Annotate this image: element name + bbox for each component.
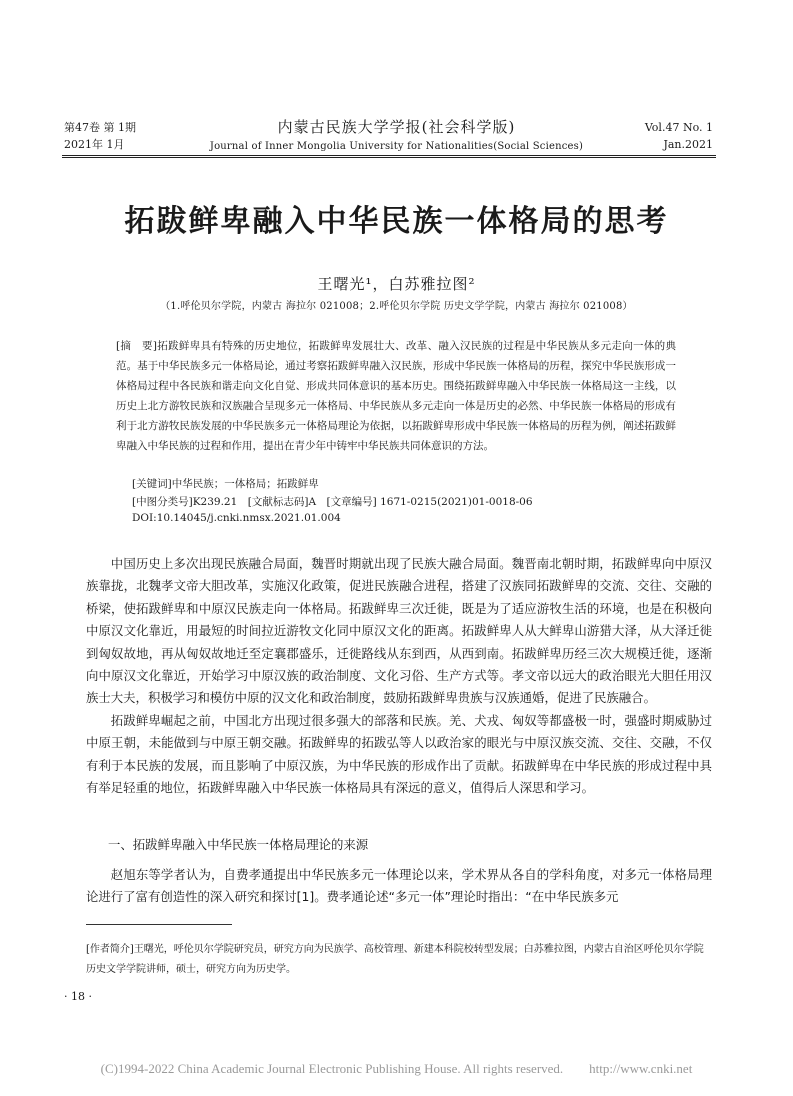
body-paragraph: 拓跋鲜卑崛起之前，中国北方出现过很多强大的部落和民族。羌、犬戎、匈奴等都盛极一时，强盛时期威胁过中原王朝，未能做到与中原王朝交融。拓跋鲜卑的拓跋弘等人以政治家的眼光与中原汉族交流、交往、交融，不仅有利于本民族的发展，而且影响了中原汉族，为中华民族的形成作出了贡献。拓跋鲜卑在中华民族的形成过程中具有举足轻重的地位，拓跋鲜卑融入中华民族一体格局具有深远的意义，值得后人深思和学习。 <box>86 712 712 796</box>
author-affiliations: （1.呼伦贝尔学院，内蒙古 海拉尔 021008；2.呼伦贝尔学院 历史文学学院，内蒙古 海拉尔 021008） <box>160 301 633 312</box>
issue-date-en: Jan.2021 <box>663 138 713 151</box>
volume-number-en: Vol.47 No. 1 <box>644 121 713 134</box>
body-paragraph: 中国历史上多次出现民族融合局面，魏晋时期就出现了民族大融合局面。魏晋南北朝时期，拓跋鲜卑向中原汉族靠拢，北魏孝文帝大胆改革，实施汉化政策，促进民族融合进程，搭建了汉族同拓跋鲜卑的交流、交往、交融的桥梁，使拓跋鲜卑和中原汉民族走向一体格局。拓跋鲜卑三次迁徙，既是为了适应游牧生活的环境，也是在积极向中原汉文化靠近，用最短的时间拉近游牧文化同中原汉文化的距离。拓跋鲜卑人从大鲜卑山游猎大泽，从大泽迁徙到匈奴故地，再从匈奴故地迁至定襄郡盛乐，迁徙路线从东到西，从西到南。拓跋鲜卑历经三次大规模迁徙，逐渐向中原汉文化靠近，开始学习中原汉族的政治制度、文化习俗、生产方式等。孝文帝以远大的政治眼光大胆任用汉族士大夫，积极学习和模仿中原的汉文化和政治制度，鼓励拓跋鲜卑贵族与汉族通婚，促进了民族融合。 <box>86 556 712 706</box>
body-paragraph-3-container <box>86 864 712 909</box>
keywords-line <box>132 476 319 492</box>
journal-title-en: Journal of Inner Mongolia University for Nationalities(Social Sciences) <box>209 141 584 152</box>
article-authors: 王曙光¹，白苏雅拉图² <box>317 275 476 293</box>
keywords-label: [关键词] <box>132 478 172 490</box>
copyright-notice: (C)1994-2022 China Academic Journal Electronic Publishing House. All rights reserved. http://www.cnki.net <box>100 1061 693 1076</box>
body-paragraphs <box>86 553 712 799</box>
author-footnote: [作者简介]王曙光，呼伦贝尔学院研究员，研究方向为民族学、高校管理、新建本科院校转型发展；白苏雅拉图，内蒙古自治区呼伦贝尔学院历史文学学院讲师，硕士，研究方向为历史学。 <box>86 944 704 975</box>
journal-title-cn: 内蒙古民族大学学报(社会科学版) <box>277 118 516 136</box>
classification-line: [中图分类号]K239.21 [文献标志码]A [文章编号] 1671-0215(2021)01-0018-06 <box>132 496 533 508</box>
header-rule-double <box>62 157 716 158</box>
doi: DOI:10.14045/j.cnki.nmsx.2021.01.004 <box>132 512 341 524</box>
abstract-text: 拓跋鲜卑具有特殊的历史地位，拓跋鲜卑发展壮大、改革、融入汉民族的过程是中华民族从多元走向一体的典范。基于中华民族多元一体格局论，通过考察拓跋鲜卑融入汉民族，形成中华民族一体格局的历程，探究中华民族形成一体格局过程中各民族和谐走向文化自觉、形成共同体意识的基本历史。围绕拓跋鲜卑融入中华民族一体格局这一主线，以历史上北方游牧民族和汉族融合呈现多元一体格局、中华民族从多元走向一体是历史的必然、中华民族一体格局的形成有利于北方游牧民族发展的中华民族多元一体格局理论为依据，以拓跋鲜卑形成中华民族一体格局的历程为例，阐述拓跋鲜卑融入中华民族的过程和作用，提出在青少年中铸牢中华民族共同体意识的方法。 <box>116 340 676 452</box>
abstract-label: [摘 要] <box>116 340 157 352</box>
abstract <box>116 336 676 456</box>
header-rule <box>62 155 716 156</box>
footnote-rule <box>86 924 232 925</box>
keywords-text: 中华民族；一体格局；拓跋鲜卑 <box>171 478 319 490</box>
section-heading: 一、拓跋鲜卑融入中华民族一体格局理论的来源 <box>108 837 369 852</box>
article-title: 拓跋鲜卑融入中华民族一体格局的思考 <box>124 204 669 239</box>
volume-issue: 第47卷 第 1期 <box>64 121 136 134</box>
issue-date: 2021年 1月 <box>64 138 125 151</box>
page-number: · 18 · <box>64 990 92 1003</box>
body-paragraph: 赵旭东等学者认为，自费孝通提出中华民族多元一体理论以来，学术界从各自的学科角度，对多元一体格局理论进行了富有创造性的深入研究和探讨[1]。费孝通论述“多元一体”理论时指出：“在中华民族多元 <box>86 867 712 905</box>
